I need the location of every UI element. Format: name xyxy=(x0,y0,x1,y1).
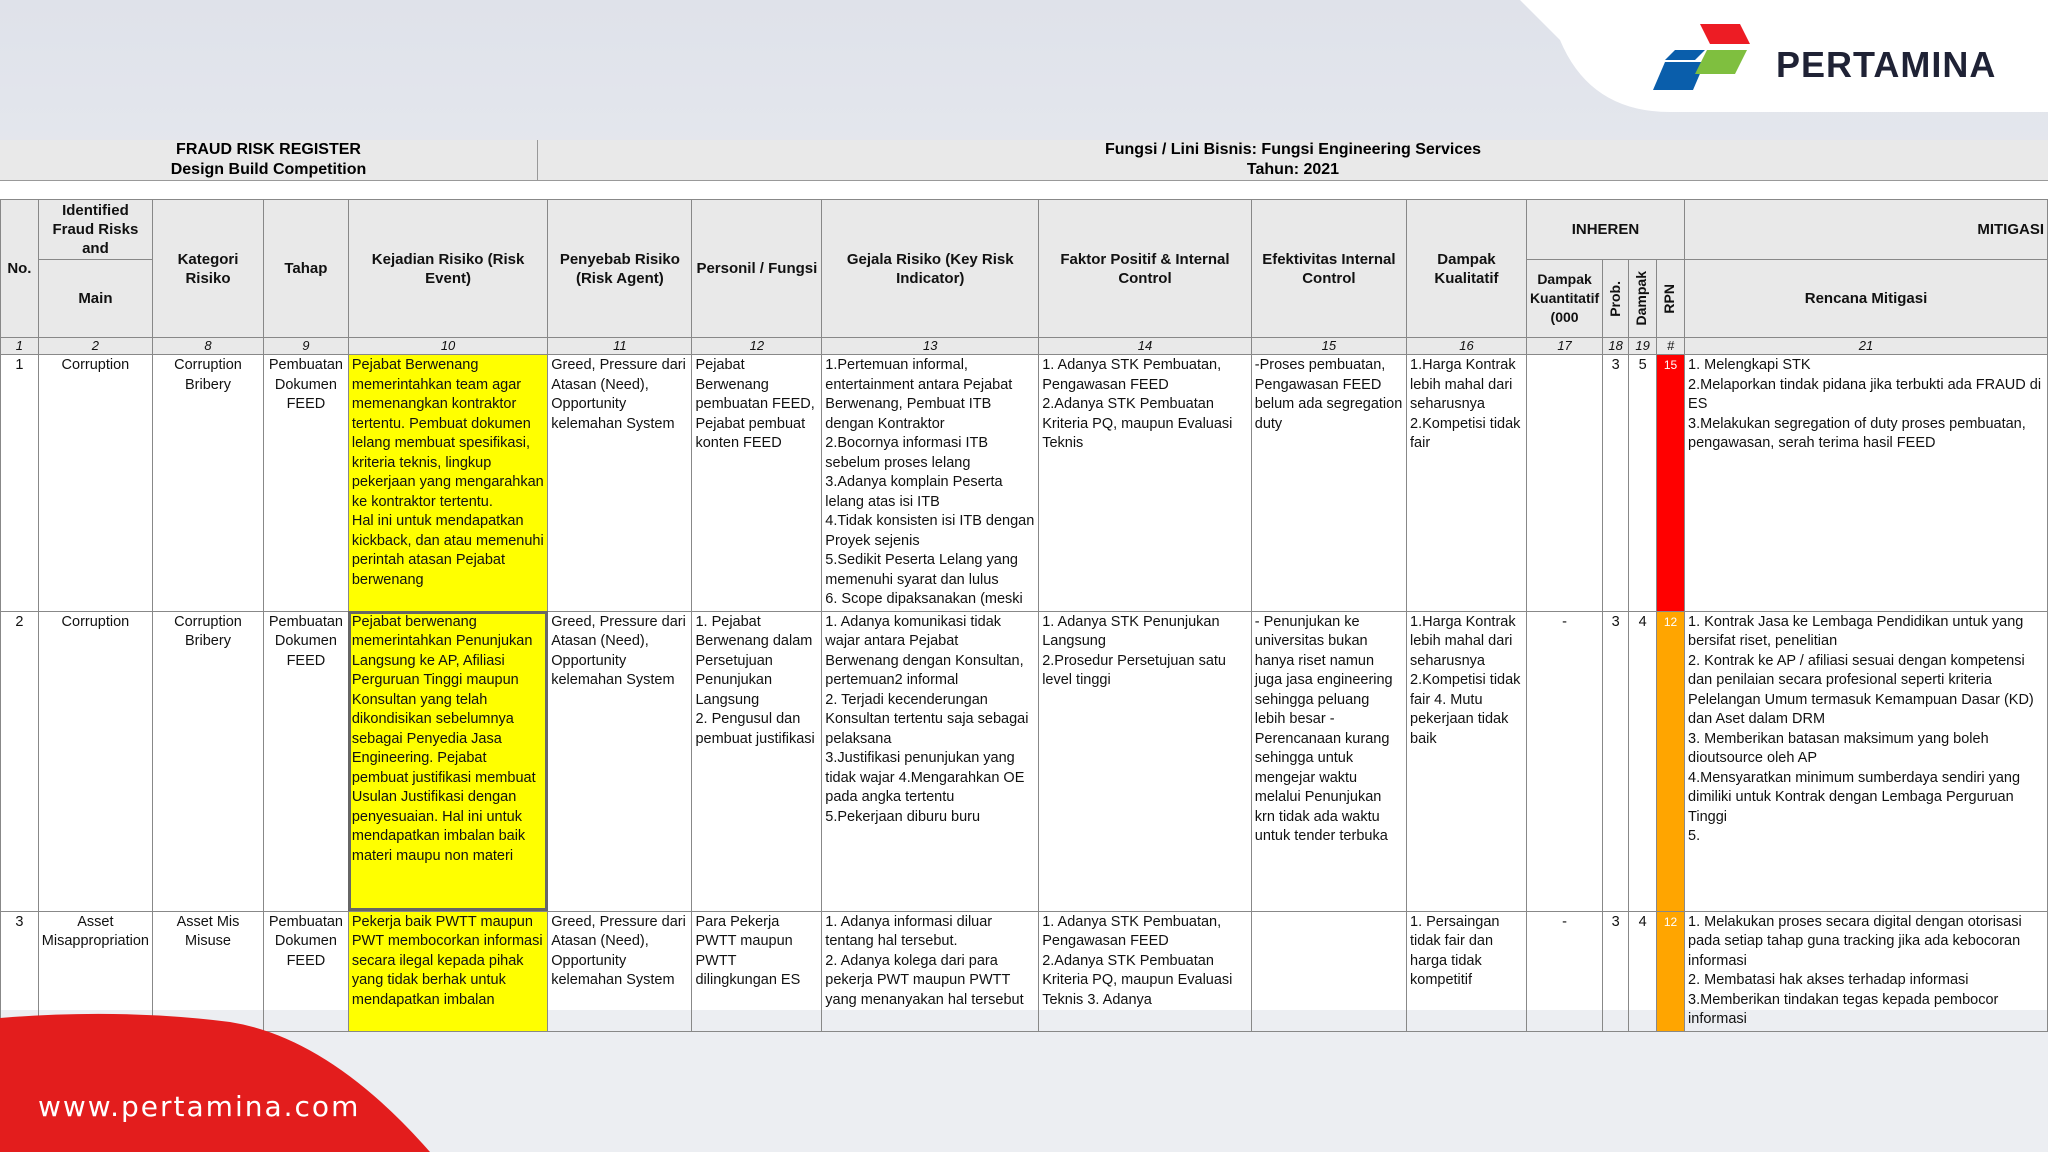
cell-personil[interactable]: 1. Pejabat Berwenang dalam Persetujuan Penunjukan Langsung 2. Pengusul dan pembuat justifikasi xyxy=(692,611,822,911)
cell-no[interactable]: 2 xyxy=(1,611,39,911)
col-header-no: No. xyxy=(1,200,39,338)
cell-efektivitas[interactable]: -Proses pembuatan, Pengawasan FEED belum ada segregation duty xyxy=(1251,355,1406,612)
col-header-prob xyxy=(1603,260,1629,338)
cell-kategori[interactable]: Corruption Bribery xyxy=(153,611,264,911)
register-title-block xyxy=(0,140,538,181)
cell-rencana[interactable]: 1. Melakukan proses secara digital dengan otorisasi pada setiap tahap guna tracking jika ada kebocoran informasi 2. Membatasi hak akses terhadap informasi 3.Memberikan tindakan tegas kepada pembocor informasi xyxy=(1685,911,2048,1031)
col-number: 16 xyxy=(1407,338,1527,355)
cell-rencana[interactable]: 1. Melengkapi STK 2.Melaporkan tindak pidana jika terbukti ada FRAUD di ES 3.Melakukan segregation of duty proses pembuatan, pengawasan, serah terima hasil FEED xyxy=(1685,355,2048,612)
col-number: 8 xyxy=(153,338,264,355)
col-number: 2 xyxy=(38,338,152,355)
rpn-label: RPN xyxy=(1661,283,1678,314)
table-row xyxy=(1,355,2048,612)
cell-rpn[interactable]: 12 xyxy=(1657,611,1685,911)
cell-kategori[interactable]: Corruption Bribery xyxy=(153,355,264,612)
col-header-rpn xyxy=(1657,260,1685,338)
cell-kategori[interactable]: Asset Mis Misuse xyxy=(153,911,264,1031)
col-header-faktor: Faktor Positif & Internal Control xyxy=(1039,200,1252,338)
fraud-risk-register-sheet xyxy=(0,140,2048,1027)
cell-tahap[interactable]: Pembuatan Dokumen FEED xyxy=(263,355,348,612)
cell-dampak-kuantitatif[interactable] xyxy=(1526,355,1602,612)
col-header-rencana: Rencana Mitigasi xyxy=(1685,260,2048,338)
register-subtitle: Design Build Competition xyxy=(170,161,367,178)
col-header-inheren: INHEREN xyxy=(1526,200,1684,260)
col-number: 13 xyxy=(822,338,1039,355)
risk-register-table xyxy=(0,199,2048,1032)
col-header-identified: Identified Fraud Risks and xyxy=(38,200,152,260)
cell-prob[interactable]: 3 xyxy=(1603,911,1629,1031)
cell-rencana[interactable]: 1. Kontrak Jasa ke Lembaga Pendidikan untuk yang bersifat riset, penelitian 2. Kontrak ke AP / afiliasi sesuai dengan kompetensi dan penilaian secara profesional seperti kriteria Pelelangan Umum termasuk Kemampuan Dasar (KD) dan Aset dalam DRM 3. Memberikan batasan maksimum yang boleh dioutsource oleh AP 4.Mensyaratkan minimum sumberdaya sendiri yang dimiliki untuk Kontrak dengan Lembaga Perguruan Tinggi 5. xyxy=(1685,611,2048,911)
brand-name: PERTAMINA xyxy=(1776,44,1997,85)
col-header-gejala: Gejala Risiko (Key Risk Indicator) xyxy=(822,200,1039,338)
cell-dampak[interactable]: 4 xyxy=(1629,611,1657,911)
cell-no[interactable]: 1 xyxy=(1,355,39,612)
cell-dampak-kualitatif[interactable]: 1. Persaingan tidak fair dan harga tidak kompetitif xyxy=(1407,911,1527,1031)
cell-main[interactable]: Corruption xyxy=(38,355,152,612)
col-number: 19 xyxy=(1629,338,1657,355)
col-header-dampak-kualitatif: Dampak Kualitatif xyxy=(1407,200,1527,338)
year-label: Tahun: 2021 xyxy=(1246,161,1340,178)
cell-faktor[interactable]: 1. Adanya STK Pembuatan, Pengawasan FEED 2.Adanya STK Pembuatan Kriteria PQ, maupun Evaluasi Teknis xyxy=(1039,355,1252,612)
cell-no[interactable]: 3 xyxy=(1,911,39,1031)
cell-tahap[interactable]: Pembuatan Dokumen FEED xyxy=(263,911,348,1031)
cell-dampak-kualitatif[interactable]: 1.Harga Kontrak lebih mahal dari seharusnya 2.Kompetisi tidak fair 4. Mutu pekerjaan tidak baik xyxy=(1407,611,1527,911)
register-title: FRAUD RISK REGISTER xyxy=(176,141,361,158)
footer-website-link[interactable]: www.pertamina.com xyxy=(38,1090,361,1123)
cell-gejala[interactable]: 1. Adanya informasi diluar tentang hal tersebut. 2. Adanya kolega dari para pekerja PWT maupun PWTT yang menanyakan hal tersebut xyxy=(822,911,1039,1031)
cell-personil[interactable]: Para Pekerja PWTT maupun PWTT dilingkungan ES xyxy=(692,911,822,1031)
col-header-kategori: Kategori Risiko xyxy=(153,200,264,338)
col-number: 15 xyxy=(1251,338,1406,355)
cell-faktor[interactable]: 1. Adanya STK Pembuatan, Pengawasan FEED 2.Adanya STK Pembuatan Kriteria PQ, maupun Evaluasi Teknis 3. Adanya xyxy=(1039,911,1252,1031)
cell-main[interactable]: Asset Misappropriation xyxy=(38,911,152,1031)
col-number: 21 xyxy=(1685,338,2048,355)
col-number: 10 xyxy=(348,338,547,355)
cell-gejala[interactable]: 1.Pertemuan informal, entertainment antara Pejabat Berwenang, Pembuat ITB dengan Kontraktor 2.Bocornya informasi ITB sebelum proses lelang 3.Adanya komplain Peserta lelang atas isi ITB 4.Tidak konsisten isi ITB dengan Proyek sejenis 5.Sedikit Peserta Lelang yang memenuhi syarat dan lulus 6. Scope dipaksanakan (meski xyxy=(822,355,1039,612)
cell-rpn[interactable]: 12 xyxy=(1657,911,1685,1031)
cell-penyebab[interactable]: Greed, Pressure dari Atasan (Need), Opportunity kelemahan System xyxy=(548,611,692,911)
prob-label: Prob. xyxy=(1607,280,1624,317)
cell-dampak-kuantitatif[interactable]: - xyxy=(1526,911,1602,1031)
col-header-dampak xyxy=(1629,260,1657,338)
cell-penyebab[interactable]: Greed, Pressure dari Atasan (Need), Opportunity kelemahan System xyxy=(548,911,692,1031)
col-header-penyebab: Penyebab Risiko (Risk Agent) xyxy=(548,200,692,338)
cell-kejadian[interactable]: Pekerja baik PWTT maupun PWT membocorkan informasi secara ilegal kepada pihak yang tidak berhak untuk mendapatkan imbalan xyxy=(348,911,547,1031)
cell-dampak-kualitatif[interactable]: 1.Harga Kontrak lebih mahal dari seharusnya 2.Kompetisi tidak fair xyxy=(1407,355,1527,612)
col-header-dampak-kuantitatif: Dampak Kuantitatif (000 xyxy=(1526,260,1602,338)
table-row xyxy=(1,611,2048,911)
col-number: 11 xyxy=(548,338,692,355)
cell-prob[interactable]: 3 xyxy=(1603,611,1629,911)
pertamina-logo-icon xyxy=(1645,22,1765,92)
col-header-mitigasi: MITIGASI xyxy=(1685,200,2048,260)
cell-dampak-kuantitatif[interactable]: - xyxy=(1526,611,1602,911)
col-number: 1 xyxy=(1,338,39,355)
col-header-efektivitas: Efektivitas Internal Control xyxy=(1251,200,1406,338)
col-number: 14 xyxy=(1039,338,1252,355)
cell-dampak[interactable]: 5 xyxy=(1629,355,1657,612)
col-number: 17 xyxy=(1526,338,1602,355)
cell-faktor[interactable]: 1. Adanya STK Penunjukan Langsung 2.Prosedur Persetujuan satu level tinggi xyxy=(1039,611,1252,911)
cell-penyebab[interactable]: Greed, Pressure dari Atasan (Need), Opportunity kelemahan System xyxy=(548,355,692,612)
spacer-row xyxy=(0,181,2048,199)
business-function: Fungsi / Lini Bisnis: Fungsi Engineering Services xyxy=(1104,141,1482,158)
cell-tahap[interactable]: Pembuatan Dokumen FEED xyxy=(263,611,348,911)
brand-logo xyxy=(1520,0,2048,112)
col-number: 9 xyxy=(263,338,348,355)
col-header-kejadian: Kejadian Risiko (Risk Event) xyxy=(348,200,547,338)
footer-red-wave xyxy=(0,1008,2048,1152)
col-number: # xyxy=(1657,338,1685,355)
col-number: 18 xyxy=(1603,338,1629,355)
col-number: 12 xyxy=(692,338,822,355)
col-header-main: Main xyxy=(38,260,152,338)
column-number-row xyxy=(1,338,2048,355)
business-function-block xyxy=(538,140,2048,181)
dampak-label: Dampak xyxy=(1633,271,1650,326)
cell-kejadian[interactable]: Pejabat Berwenang memerintahkan team agar memenangkan kontraktor tertentu. Pembuat dokumen lelang membuat spesifikasi, kriteria teknis, lingkup pekerjaan yang mengarahkan ke kontraktor tertentu. Hal ini untuk mendapatkan kickback, dan atau memenuhi perintah atasan Pejabat berwenang xyxy=(348,355,547,612)
cell-personil[interactable]: Pejabat Berwenang pembuatan FEED, Pejabat pembuat konten FEED xyxy=(692,355,822,612)
cell-dampak[interactable]: 4 xyxy=(1629,911,1657,1031)
col-header-personil: Personil / Fungsi xyxy=(692,200,822,338)
cell-gejala[interactable]: 1. Adanya komunikasi tidak wajar antara Pejabat Berwenang dengan Konsultan, pertemuan2 informal 2. Terjadi kecenderungan Konsultan tertentu saja sebagai pelaksana 3.Justifikasi penunjukan yang tidak wajar 4.Mengarahkan OE pada angka tertentu 5.Pekerjaan diburu buru xyxy=(822,611,1039,911)
cell-main[interactable]: Corruption xyxy=(38,611,152,911)
cell-prob[interactable]: 3 xyxy=(1603,355,1629,612)
cell-rpn[interactable]: 15 xyxy=(1657,355,1685,612)
col-header-tahap: Tahap xyxy=(263,200,348,338)
cell-kejadian-selected[interactable]: Pejabat berwenang memerintahkan Penunjukan Langsung ke AP, Afiliasi Perguruan Tinggi maupun Konsultan yang telah dikondisikan sebelumnya sebagai Penyedia Jasa Engineering. Pejabat pembuat justifikasi membuat Usulan Justifikasi dengan penyesuaian. Hal ini untuk mendapatkan imbalan baik materi maupu non materi xyxy=(348,611,547,911)
cell-efektivitas[interactable]: - Penunjukan ke universitas bukan hanya riset namun juga jasa engineering sehingga peluang lebih besar - Perencanaan kurang sehingga untuk mengejar waktu melalui Penunjukan krn tidak ada waktu untuk tender terbuka xyxy=(1251,611,1406,911)
